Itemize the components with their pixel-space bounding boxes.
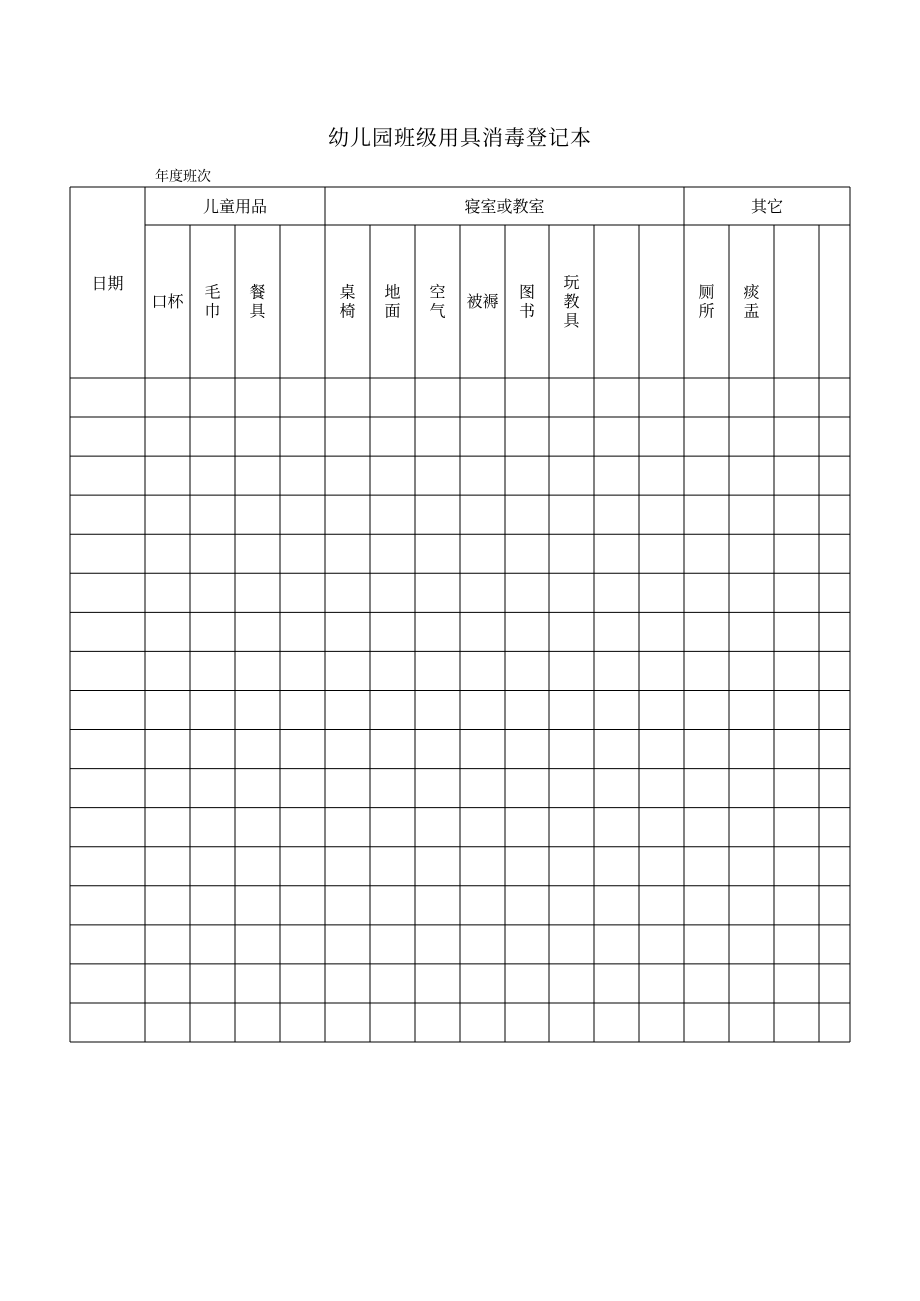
column-header: 图 bbox=[518, 282, 536, 302]
column-header: 地 bbox=[384, 282, 401, 302]
column-header: 椅 bbox=[339, 301, 356, 321]
column-header: 餐 bbox=[249, 282, 266, 302]
column-header: 痰 bbox=[743, 282, 760, 302]
column-header: 厕 bbox=[698, 282, 715, 302]
year-class-label: 年度班次 bbox=[155, 169, 211, 185]
group-header: 儿童用品 bbox=[202, 197, 268, 216]
column-header: 口杯 bbox=[151, 292, 184, 311]
column-header: 盂 bbox=[743, 301, 760, 321]
column-header: 面 bbox=[384, 301, 401, 321]
column-header: 所 bbox=[698, 301, 715, 321]
column-header: 教 bbox=[563, 292, 580, 311]
column-header: 气 bbox=[429, 301, 446, 321]
column-header: 桌 bbox=[339, 282, 356, 302]
column-header: 书 bbox=[518, 301, 536, 321]
column-header: 玩 bbox=[563, 273, 580, 292]
column-header: 具 bbox=[563, 311, 580, 330]
page-title: 幼儿园班级用具消毒登记本 bbox=[328, 126, 592, 150]
group-header: 其它 bbox=[750, 197, 784, 216]
column-header: 具 bbox=[249, 301, 266, 321]
column-header: 被褥 bbox=[466, 292, 499, 311]
group-header: 寝室或教室 bbox=[464, 197, 545, 216]
column-header: 毛 bbox=[204, 282, 221, 302]
column-header: 巾 bbox=[204, 301, 221, 321]
date-header: 日期 bbox=[91, 274, 124, 293]
column-header: 空 bbox=[429, 282, 446, 302]
